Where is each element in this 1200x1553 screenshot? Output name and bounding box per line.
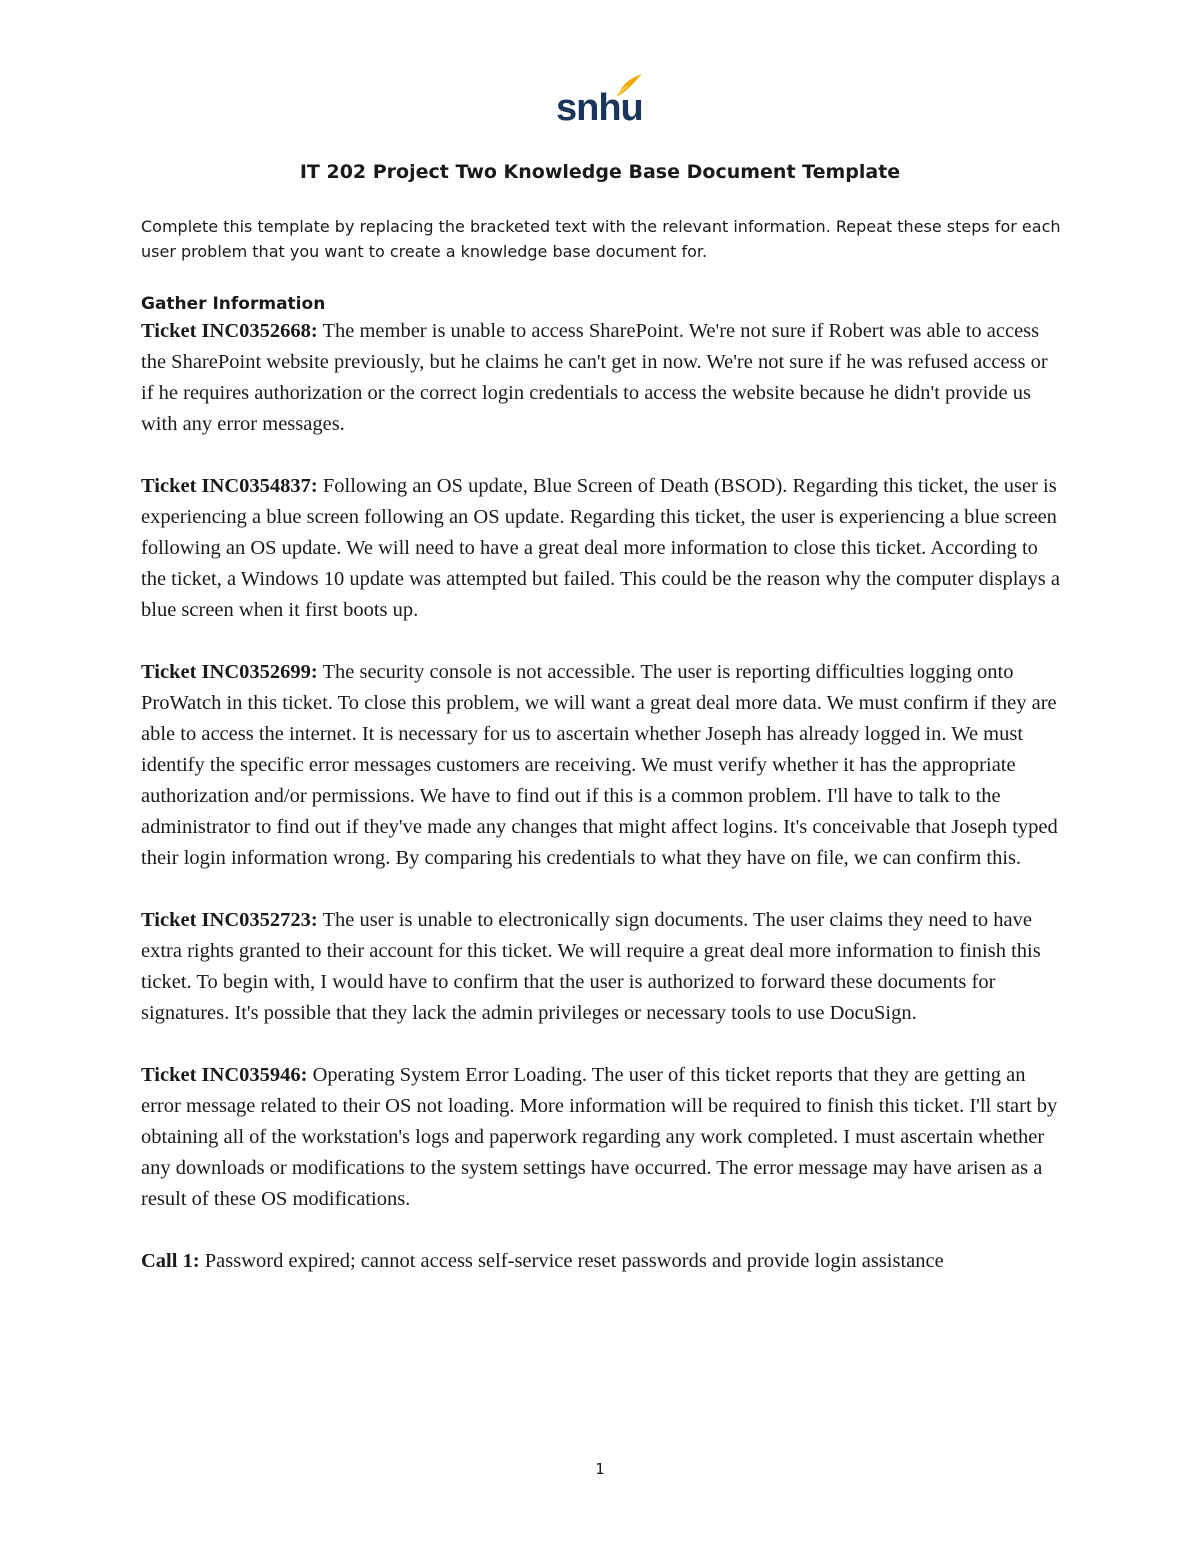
document-title: IT 202 Project Two Knowledge Base Document Template bbox=[299, 161, 901, 183]
ticket-label: Ticket INC0352723: bbox=[141, 909, 318, 931]
call-label: Call 1: bbox=[141, 1250, 200, 1272]
ticket-description: The member is unable to access SharePoint. We're not sure if Robert was able to access the SharePoint website previously, but he claims he can't get in now. We're not sure if he was refused access or if he requires authorization or the correct login credentials to access the website because he didn't provide us with any error messages. bbox=[141, 320, 1048, 435]
ticket-label: Ticket INC0354837: bbox=[141, 475, 318, 497]
ticket-label: Ticket INC035946: bbox=[141, 1064, 308, 1086]
ticket-label: Ticket INC0352668: bbox=[141, 320, 318, 342]
page-number: 1 bbox=[595, 1460, 605, 1478]
ticket-label: Ticket INC0352699: bbox=[141, 661, 318, 683]
call-description: Password expired; cannot access self-service reset passwords and provide login assistance bbox=[199, 1250, 944, 1272]
ticket-entry bbox=[141, 905, 1061, 1029]
ticket-entry bbox=[141, 316, 1061, 440]
logo-wordmark: snhu bbox=[556, 87, 643, 129]
document-body bbox=[141, 316, 1061, 1308]
ticket-description: The user is unable to electronically sign documents. The user claims they need to have extra rights granted to their account for this ticket. We will require a great deal more information to finish this ticket. To begin with, I would have to confirm that the user is authorized to forward these documents for signatures. It's possible that they lack the admin privileges or necessary tools to use DocuSign. bbox=[141, 909, 1041, 1024]
ticket-description: The security console is not accessible. The user is reporting difficulties logging onto ProWatch in this ticket. To close this problem, we will want a great deal more data. We must confirm if they are able to access the internet. It is necessary for us to ascertain whether Joseph has already logged in. We must identify the specific error messages customers are receiving. We must verify whether it has the appropriate authorization and/or permissions. We have to find out if this is a common problem. I'll have to talk to the administrator to find out if they've made any changes that might affect logins. It's conceivable that Joseph typed their login information wrong. By comparing his credentials to what they have on file, we can confirm this. bbox=[141, 661, 1058, 869]
call-entry bbox=[141, 1246, 1061, 1277]
ticket-entry bbox=[141, 1060, 1061, 1215]
template-instructions: Complete this template by replacing the bracketed text with the relevant information. Repeat these steps for each user problem that you want to create a knowledge base document for. bbox=[141, 217, 1061, 261]
ticket-description: Following an OS update, Blue Screen of Death (BSOD). Regarding this ticket, the user is experiencing a blue screen following an OS update. Regarding this ticket, the user is experiencing a blue screen following an OS update. We will need to have a great deal more information to close this ticket. According to the ticket, a Windows 10 update was attempted but failed. This could be the reason why the computer displays a blue screen when it first boots up. bbox=[141, 475, 1060, 621]
ticket-entry bbox=[141, 657, 1061, 874]
ticket-description: Operating System Error Loading. The user of this ticket reports that they are getting an error message related to their OS not loading. More information will be required to finish this ticket. I'll start by obtaining all of the workstation's logs and paperwork regarding any work completed. I must ascertain whether any downloads or modifications to the system settings have occurred. The error message may have arisen as a result of these OS modifications. bbox=[141, 1064, 1058, 1210]
ticket-entry bbox=[141, 471, 1061, 626]
section-heading-gather-information: Gather Information bbox=[141, 294, 326, 314]
snhu-logo bbox=[556, 72, 656, 134]
